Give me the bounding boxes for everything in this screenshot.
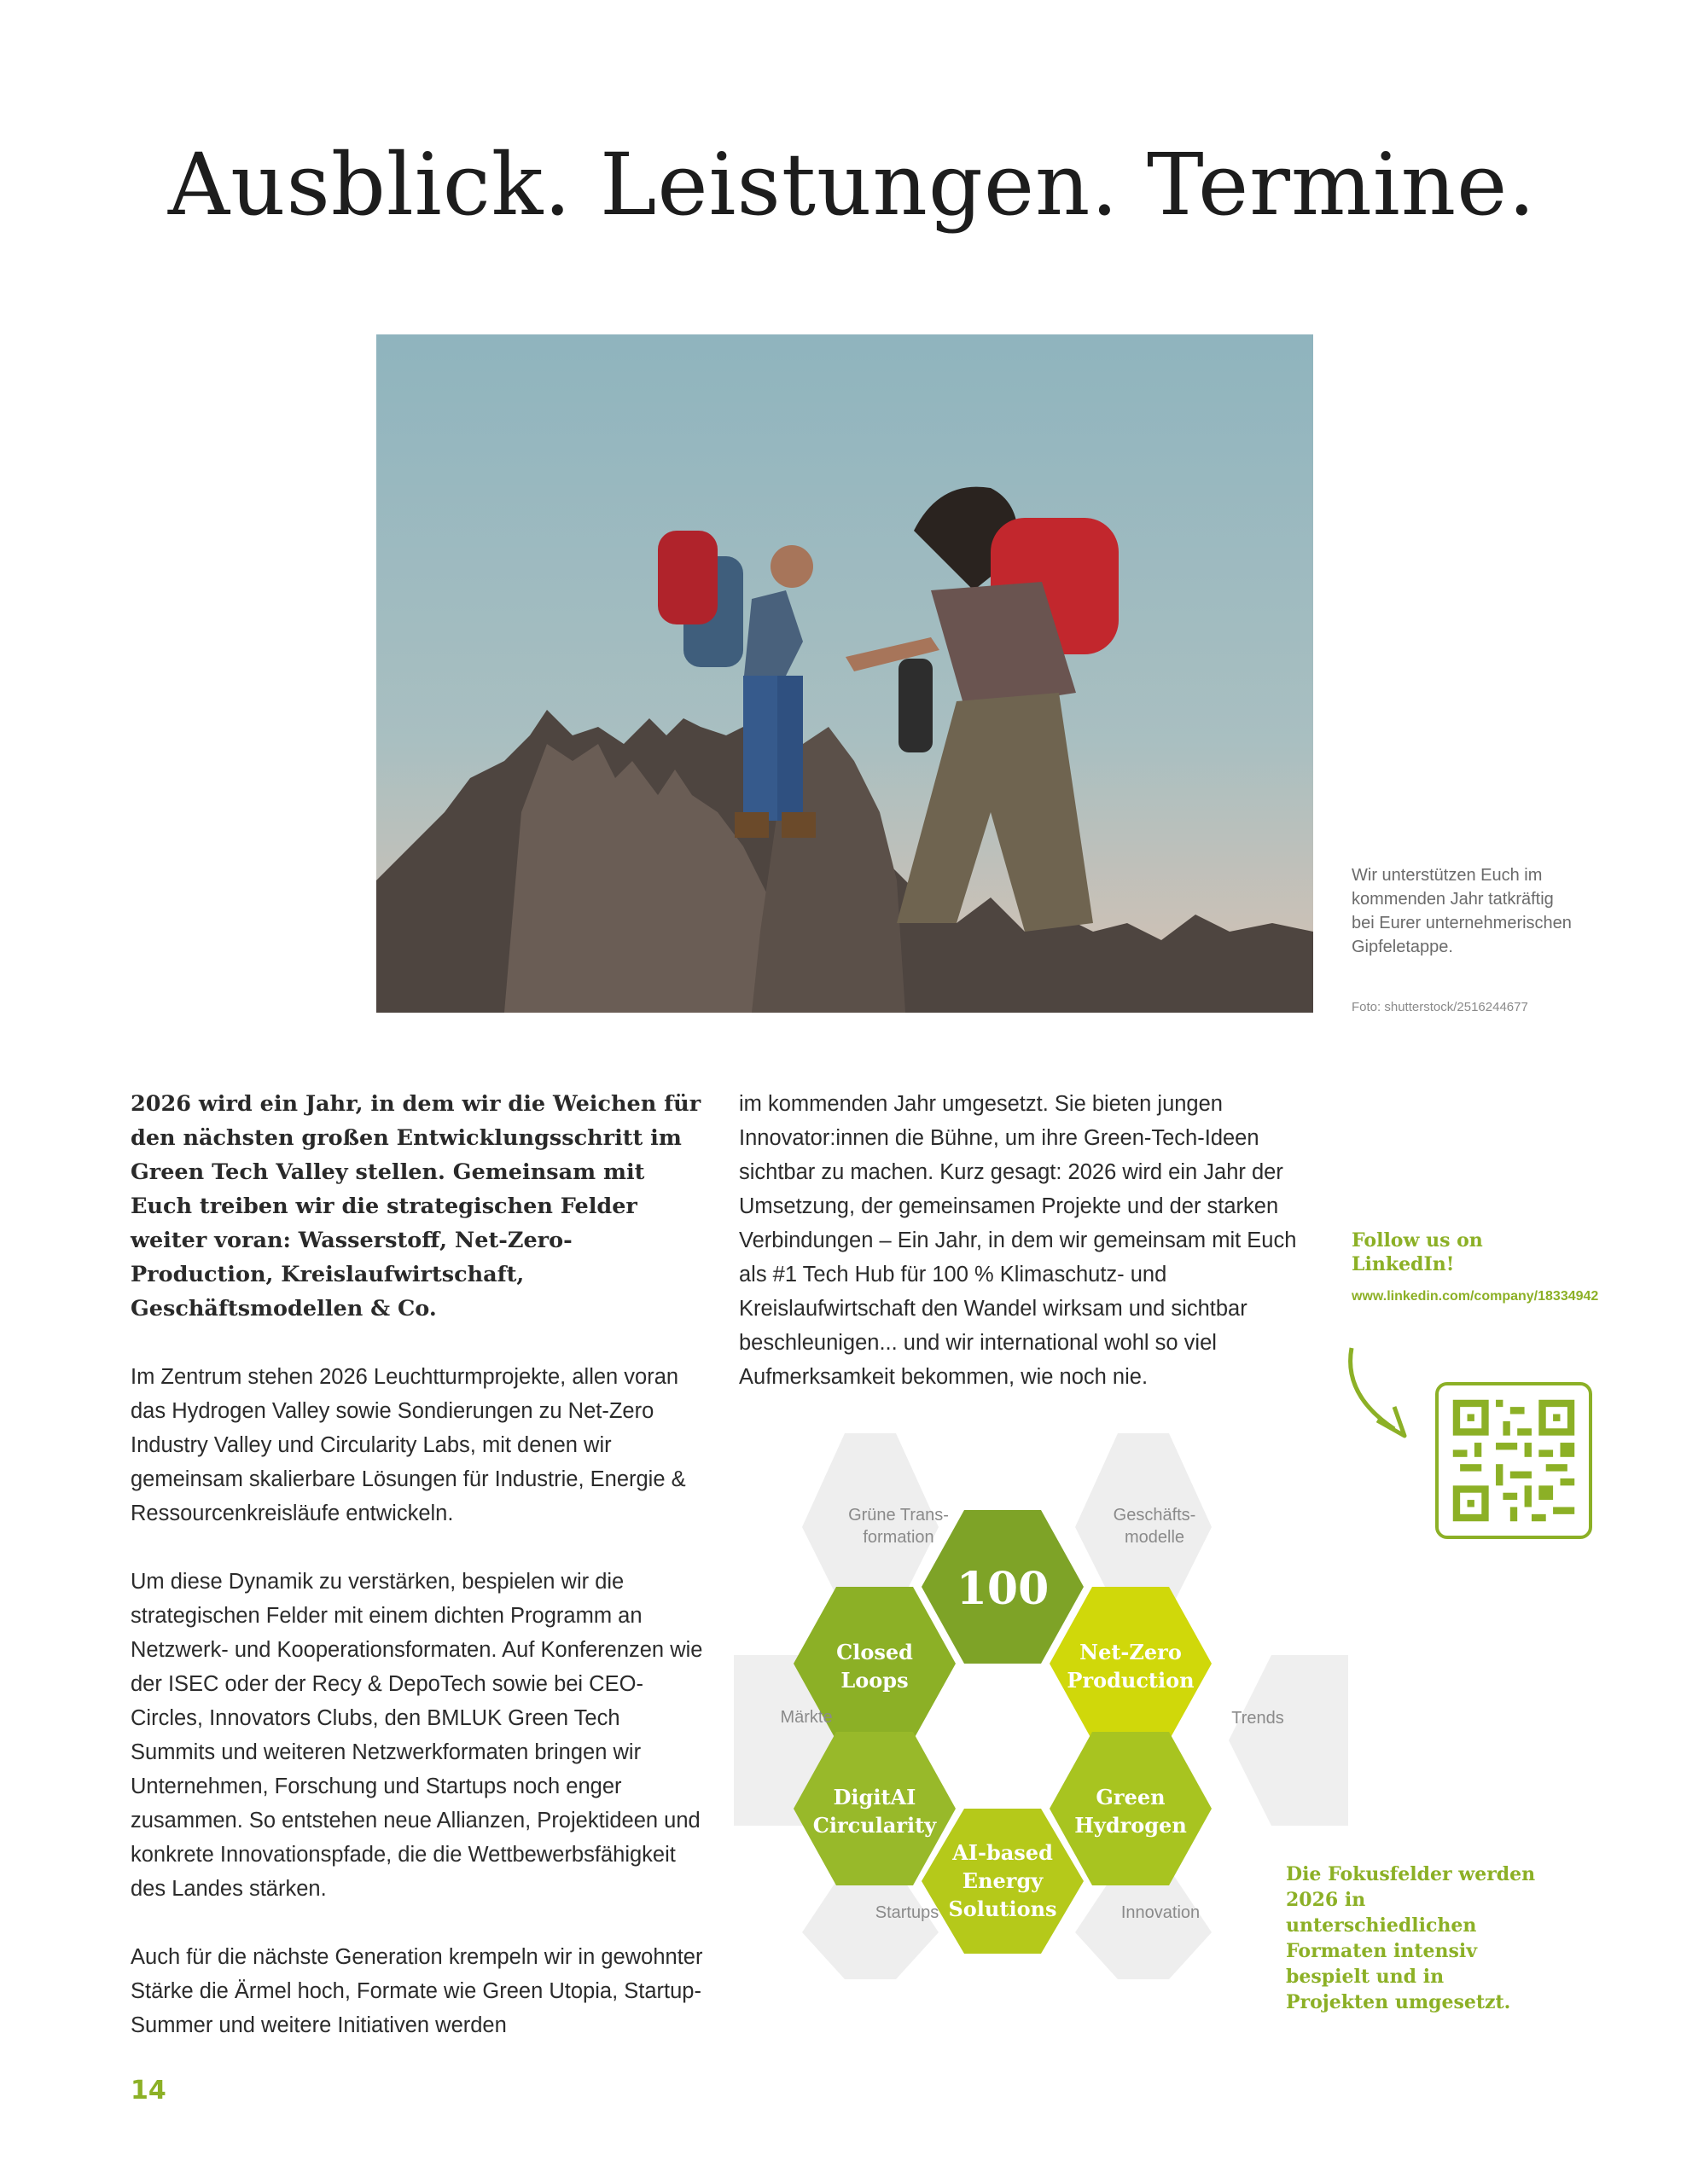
ai-energy-l1: AI-based [952, 1840, 1053, 1865]
ai-energy-l3: Solutions [948, 1896, 1057, 1921]
linkedin-url[interactable]: www.linkedin.com/company/18334942 [1352, 1289, 1599, 1304]
center-label: 100 [956, 1563, 1050, 1615]
net-zero-l2: Production [1067, 1668, 1195, 1693]
linkedin-follow: Follow us on LinkedIn! [1352, 1229, 1483, 1275]
green-hydrogen-l2: Hydrogen [1074, 1813, 1187, 1838]
page-title: Ausblick. Leistungen. Termine. [167, 135, 1537, 235]
paragraph-4: im kommenden Jahr umgesetzt. Sie bieten jungen Innovator:innen die Bühne, um ihre Green-Tech-Ideen sichtbar zu machen. Kurz gesagt: 2026 wird ein Jahr der Umsetzung, der gemeinsamen Projekte und der starken Verbindungen – Ein Jahr, in dem wir gemeinsam mit Euch als #1 Tech Hub für 100 % Klimaschutz- und Kreislaufwirtschaft den Wandel wirksam und sichtbar beschleunigen... und wir international wohl so viel Aufmerksamkeit bekommen, wie noch nie. [739, 1092, 1297, 1389]
net-zero-l1: Net-Zero [1079, 1640, 1182, 1664]
hikers-photo [376, 334, 1313, 1013]
digitai-l1: DigitAI [833, 1785, 916, 1809]
lead-paragraph: 2026 wird ein Jahr, in dem wir die Weichen für den nächsten großen Entwicklungsschritt im Green Tech Valley stellen. Gemeinsam mit Euch treiben wir die strategischen Felder weiter voran: Wasserstoff, Net-Zero-Production, Kreislaufwirtschaft, Geschäftsmodellen & Co. [131, 1091, 701, 1321]
outer-label-2a: Geschäfts- [1113, 1506, 1196, 1525]
closed-loops-l1: Closed [836, 1640, 913, 1664]
right-column [739, 1087, 1319, 1428]
outer-label-6: Innovation [1120, 1903, 1201, 1922]
outer-label-3: Märkte [780, 1708, 833, 1727]
green-hydrogen-l1: Green [1096, 1785, 1166, 1809]
photo-caption: Wir unterstützen Euch im kommenden Jahr tatkräftig bei Eurer unternehmerischen Gipfeletappe. [1352, 866, 1572, 956]
closed-loops-l2: Loops [840, 1668, 909, 1693]
outer-label-1b: formation [863, 1528, 934, 1547]
qr-code[interactable] [1435, 1382, 1592, 1539]
hikers-illustration [376, 334, 1313, 1013]
left-column [131, 1087, 707, 2077]
photo-credit: Foto: shutterstock/2516244677 [1352, 1000, 1528, 1014]
paragraph-2: Um diese Dynamik zu verstärken, bespielen wir die strategischen Felder mit einem dichten Programm an Netzwerk- und Kooperationsformaten. Auf Konferenzen wie der ISEC oder der Recy & DepoTech sowie bei CEO-Circles, Innovators Clubs, den BMLUK Green Tech Summits und weiteren Netzwerkformaten bringen wir Unternehmen, Forschung und Startups noch enger zusammen. So entstehen neue Allianzen, Projektideen und konkrete Innovationspfade, die die Wettbewerbsfähigkeit des Landes stärken. [131, 1570, 703, 1901]
qr-code-icon [1439, 1385, 1589, 1536]
page-number: 14 [131, 2076, 166, 2106]
outer-label-5: Startups [875, 1903, 939, 1922]
outer-label-2b: modelle [1124, 1528, 1185, 1547]
fokus-note: Die Fokusfelder werden 2026 in unterschiedlichen Formaten intensiv bespielt und in Projekten umgesetzt. [1286, 1863, 1536, 2013]
digitai-l2: Circularity [812, 1813, 937, 1838]
outer-label-4: Trends [1231, 1709, 1284, 1728]
arrow-icon [1343, 1344, 1428, 1446]
outer-hex-4 [1229, 1655, 1348, 1826]
paragraph-1: Im Zentrum stehen 2026 Leuchtturmprojekte, allen voran das Hydrogen Valley sowie Sondierungen zu Net-Zero Industry Valley und Circularity Labs, mit denen wir gemeinsam skalierbare Lösungen für Industrie, Energie & Ressourcenkreisläufe entwickeln. [131, 1365, 686, 1525]
outer-label-1a: Grüne Trans- [848, 1506, 949, 1525]
ai-energy-l2: Energy [962, 1868, 1044, 1893]
paragraph-3: Auch für die nächste Generation krempeln wir in gewohnter Stärke die Ärmel hoch, Formate wie Green Utopia, Startup-Summer und weitere Initiativen werden [131, 1945, 703, 2037]
focus-fields-diagram [734, 1433, 1348, 1979]
